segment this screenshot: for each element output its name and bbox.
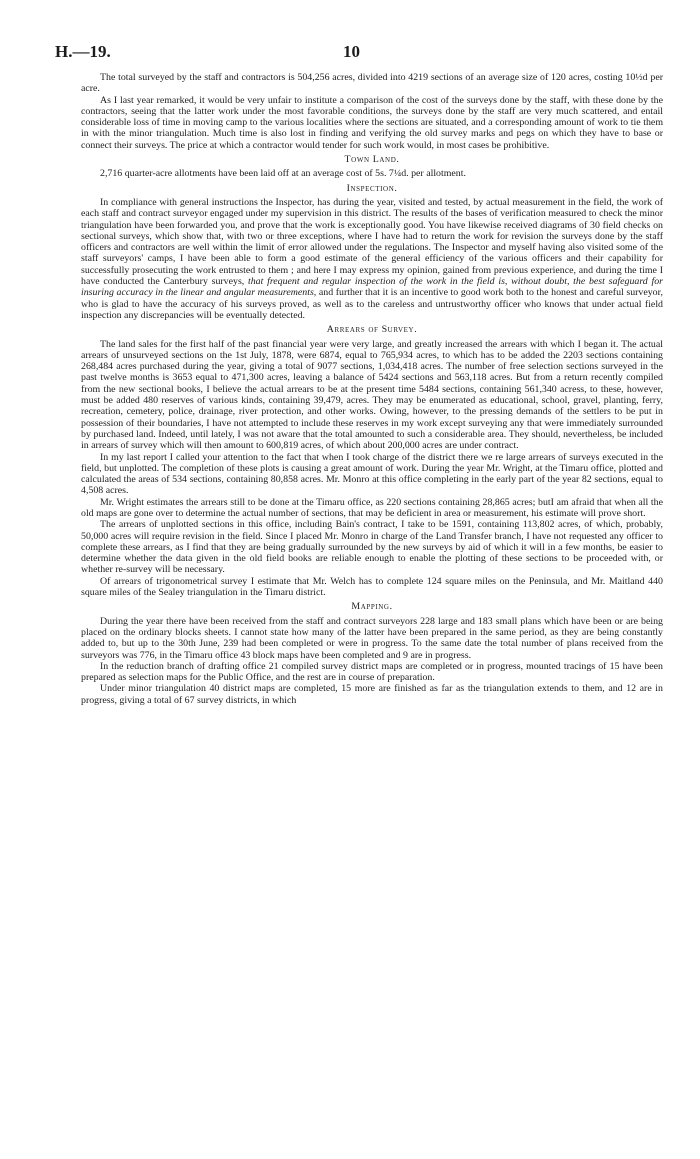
paragraph-cost-comparison: As I last year remarked, it would be very unfair to institute a comparison of the cost of the surveys done by the staff, with these done by the contractors, seeing that the latter work under the most favorable conditions, the surveys done by the staff are very much scattered, and entail considerable loss of time in moving camp to the various localities where the sections are situated, and a corresponding amount of work to tie them in with the minor triangulation. Much time is also lost in finding and verifying the old survey marks and pegs on which they have to base or connect their surveys. The price at which a contractor would tender for such work would, in most cases be prohibitive. <box>81 94 663 151</box>
heading-inspection: Inspection. <box>346 182 398 194</box>
paragraph-reduction-branch: In the reduction branch of drafting office 21 compiled survey district maps are completed or in progress, mounted tracings of 15 have been prepared as selection maps for the Public Office, and the rest are in course of preparation. <box>81 660 663 684</box>
paragraph-total-surveyed: The total surveyed by the staff and contractors is 504,256 acres, divided into 4219 sections of an average size of 120 acres, costing 10½d per acre. <box>81 72 663 95</box>
inspection-italic-text: that frequent and regular inspection of the work in the field is, without doubt, the best safeguard for insuring accuracy in the linear and angular measurements, <box>81 276 663 299</box>
document-reference: H.—19. <box>55 42 111 61</box>
paragraph-trigonometrical-arrears: Of arrears of trigonometrical survey I estimate that Mr. Welch has to complete 124 square miles on the Peninsula, and Mr. Maitland 440 square miles of the Sealey triangulation in the Timaru district. <box>81 575 663 599</box>
heading-arrears-of-survey: Arrears of Survey. <box>326 324 418 336</box>
report-body <box>81 72 663 706</box>
heading-town-land: Town Land. <box>344 154 400 166</box>
paragraph-minor-triangulation: Under minor triangulation 40 district maps are completed, 15 more are finished as far as the triangulation extends to them, and 12 are in progress, giving a total of 67 survey districts, in which <box>81 683 663 706</box>
inspection-text-start: In compliance with general instructions the Inspector, has during the year, visited and tested, by actual measurement in the field, the work of each staff and contract surveyor engaged under my supervision in this district. The results of the bases of verification measured to check the minor triangulation have been forwarded you, and prove that the work is exceptionally good. You have likewise received diagrams of 30 field checks on sectional surveys, which show that, with two or three exceptions, where I have had to return the work for revision the surveys done by the staff officers and contractors are well within the limit of error allowed under the regulations. The Inspector and myself having also visited some of the staff surveyors' camps, I have been able to form a good estimate of the general efficiency of the various officers and their capability for successfully prosecuting the work entrusted to them ; and here I may express my opinion, gained from previous experience, and during the time I have conducted the Canterbury surveys, <box>81 196 663 288</box>
inspection-text-end: and further that it is an incentive to good work both to the honest and careful surveyor, who is glad to have the accuracy of his surveys proved, as well as to the careless and untrustworthy officer who knows that under actual field inspection any discrepancies will be eventually detected. <box>81 287 663 321</box>
paragraph-plans-received: During the year there have been received from the staff and contract surveyors 228 large and 183 small plans which have been or are being placed on the ordinary blocks sheets. I cannot state how many of the latter have been prepared in the same period, as they are being constantly added to, but up to the 30th June, 239 had been completed or were in progress. To the same date the total number of plans received from the surveyors was 776, in the Timaru office 43 block maps have been completed and 9 are in progress. <box>81 615 663 661</box>
paragraph-unplotted-sections: The arrears of unplotted sections in this office, including Bain's contract, I take to be 1591, containing 113,802 acres, of which, probably, 50,000 acres will require revision in the field. Since I placed Mr. Monro in charge of the Land Transfer branch, I have not requested any officer to complete these arrears, as I find that they are being gradually surrounded by the new surveys by aid of which it will in a few months, be easier to determine whether the data given in the old field books are reliable enough to enable the plotting of these sections to be proceeded with, or whether re-survey will be necessary. <box>81 519 663 576</box>
paragraph-wright-estimate: Mr. Wright estimates the arrears still to be done at the Timaru office, as 220 sections containing 28,865 acres; butI am afraid that when all the old maps are gone over to determine the actual number of sections, that may be deficient in area or measurement, his estimate will prove short. <box>81 496 663 519</box>
heading-mapping: Mapping. <box>351 601 393 613</box>
paragraph-land-sales: The land sales for the first half of the past financial year were very large, and greatly increased the arrears with which I began it. The actual arrears of unsurveyed sections on the 1st July, 1878, were 6874, equal to 765,934 acres, to which has to be added the 2203 sections containing 268,484 acres purchased during the year, giving a total of 9077 sections, 1,034,418 acres. The number of free selection sections surveyed in the past twelve months is 3653 equal to 471,300 acres, leaving a balance of 5424 sections and 563,118 acres. But from a return recently compiled from the new sectional books, I believe the actual arrears to be at the present time 5484 sections, containing 561,340 acress, to these, however, must be added 480 reserves of various kinds, containing 39,479, acres. They may be enumerated as educational, school, gravel, planting, ferry, recreation, cemetery, police, drainage, river protection, and other works. Owing, however, to the pressing demands of the settlers to be put in possession of their boundaries, I have not attempted to include these reserves in my work except surveying any that were immediately surrounded by purchased land. Indeed, until lately, I was not aware that the total amounted to such a considerable area. They should, nevertheless, be included in arrears of survey which will then amount to 600,819 acres, of which about 200,000 acres are under contract. <box>81 338 663 452</box>
paragraph-inspection <box>81 197 663 321</box>
page-number: 10 <box>343 42 360 61</box>
paragraph-last-report: In my last report I called your attention to the fact that when I took charge of the district there we re large arrears of surveys executed in the field, but unplotted. The completion of these plots is causing a great amount of work. During the year Mr. Wright, at the Timaru office, plotted and calculated the areas of 534 sections, containing 80,858 acres. Mr. Monro at this office completing in the early part of the year 82 sections, equal to 4,508 acres. <box>81 451 663 497</box>
paragraph-town-allotments: 2,716 quarter-acre allotments have been laid off at an average cost of 5s. 7¼d. per allotment. <box>100 168 466 180</box>
